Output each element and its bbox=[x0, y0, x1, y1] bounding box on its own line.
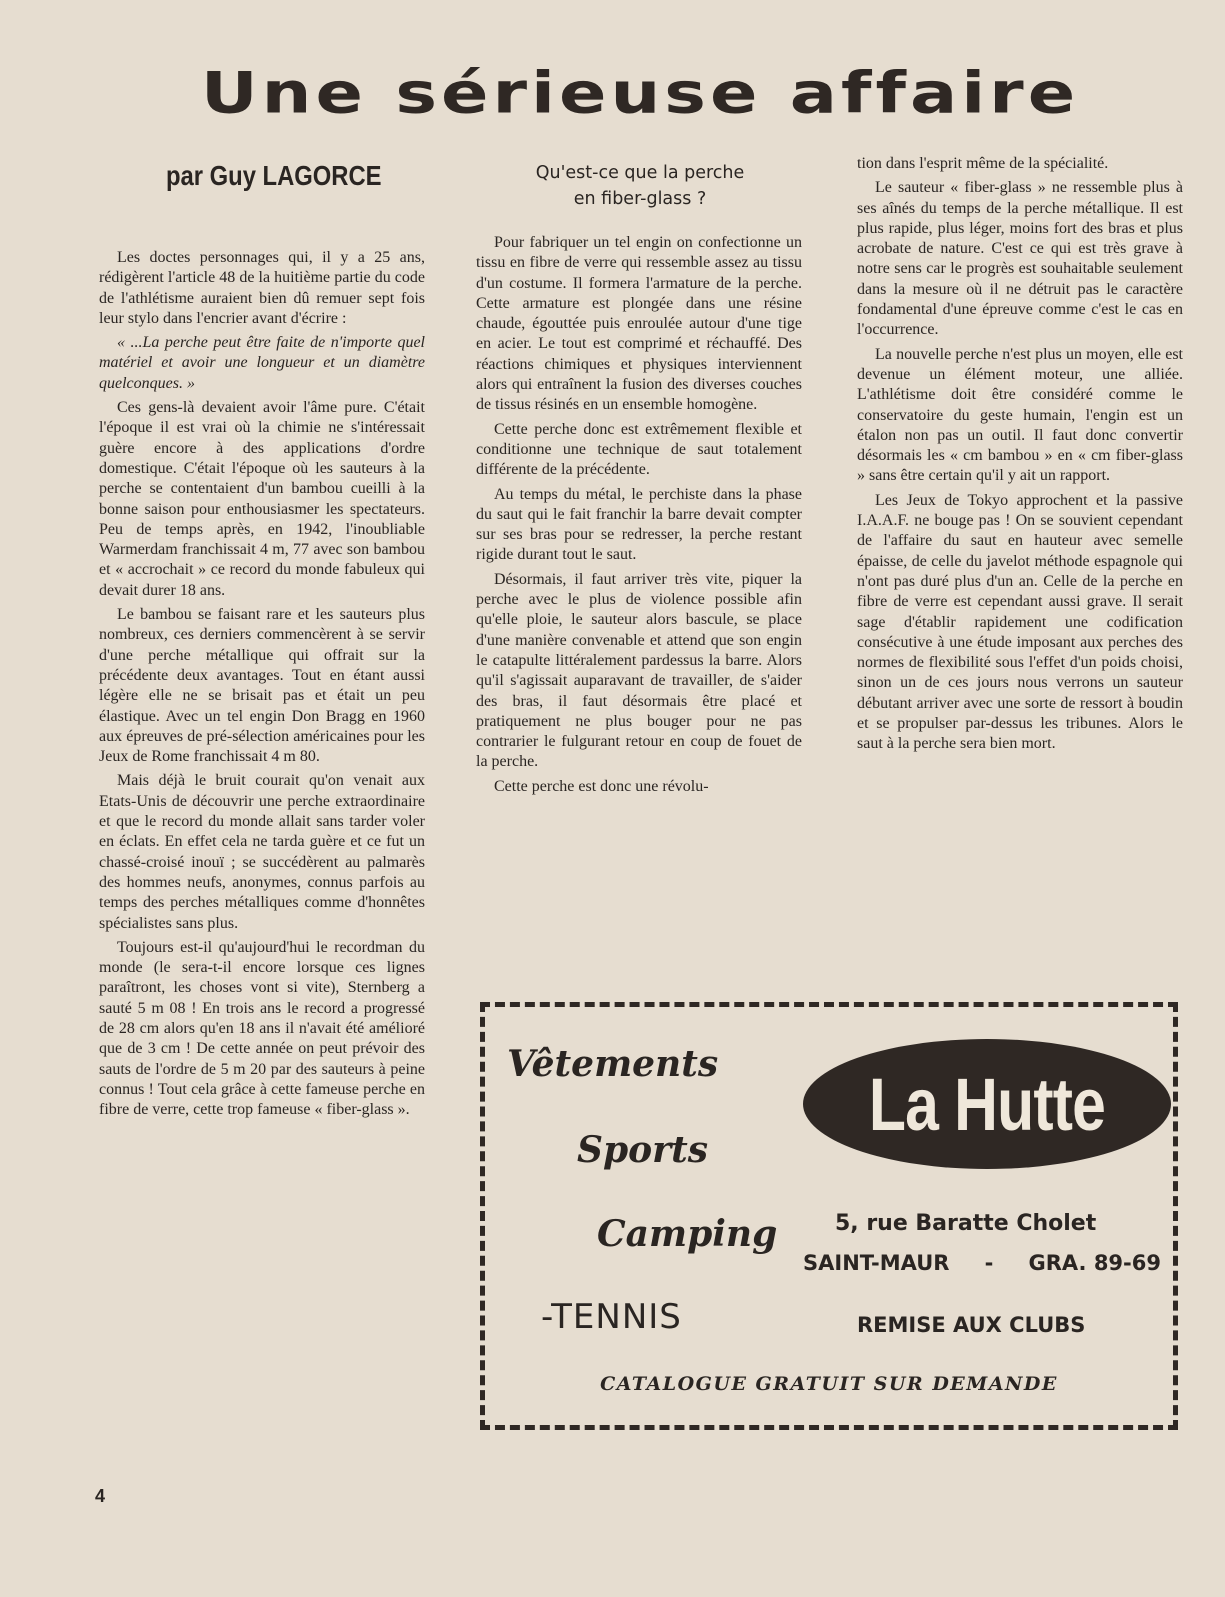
ad-city-line bbox=[803, 1251, 1161, 1275]
paragraph: Désormais, il faut arriver très vite, piquer la perche avec le plus de violence possible afin qu'elle ploie, le sauteur alors bascule, se place d'une manière convenable et attend que son engin le catapulte littéralement pardessus la barre. Alors qu'il s'agissait auparavant de travailler, de s'aider des bras, il faut désormais être placé et pratiquement ne plus bouger pour ne pas contrarier le fulgurant retour en coup de fouet de la perche. bbox=[476, 570, 802, 771]
paragraph: Les doctes personnages qui, il y a 25 ans, rédigèrent l'article 48 de la huitième partie du code de l'athlétisme auraient bien dû remuer sept fois leur stylo dans l'encrier avant d'écrire : bbox=[99, 249, 425, 327]
paragraph: tion dans l'esprit même de la spécialité. bbox=[857, 155, 1109, 172]
paragraph: Mais déjà le bruit courait qu'on venait aux Etats-Unis de découvrir une perche extraordinaire et que le record du monde allait sans tarder voler en éclats. En effet cela ne tarda guère et ce fut un chassé-croisé inouï ; se succédèrent au palmarès des hommes neufs, anonymes, connus parfois au temps des perches métalliques comme d'honnêtes spécialistes sans plus. bbox=[99, 772, 425, 932]
headline: Une sérieuse affaire bbox=[200, 59, 1080, 127]
paragraph: Les Jeux de Tokyo approchent et la passive I.A.A.F. ne bouge pas ! On se souvient cependant de l'affaire du saut en hauteur avec semelle épaisse, de celle du javelot méthode espagnole qui n'ont pas duré plus d'un an. Celle de la perche en fibre de verre est cependant aussi grave. Il serait sage d'établir rapidement une codification consécutive à une étude imposant aux perches des normes de flexibilité sous l'effet d'un poids choisi, sinon un de ces jours nous verrons un sauteur débutant arriver avec une sorte de ressort à boudin et se propulser par-dessus les tribunes. Alors le saut à la perche sera bien mort. bbox=[857, 491, 1183, 753]
ad-separator: - bbox=[984, 1251, 994, 1275]
byline: par Guy LAGORCE bbox=[166, 160, 382, 191]
paragraph: Cette perche est donc une révolu- bbox=[494, 777, 709, 795]
ad-item-camping: Camping bbox=[597, 1213, 778, 1255]
section-subhead bbox=[500, 160, 780, 212]
ad-address: 5, rue Baratte Cholet bbox=[835, 1211, 1097, 1236]
paragraph: Toujours est-il qu'aujourd'hui le recordman du monde (le sera-t-il encore lorsque ces lignes paraîtront, les choses vont si vite), Sternberg a sauté 5 m 08 ! En trois ans le record a progressé de 28 cm alors qu'en 18 ans il n'avait été amélioré que de 3 cm ! De cette année on peut prévoir des sauts de l'ordre de 5 m 20 par des sauteurs à peine connus ! Tout cela grâce à cette fameuse perche en fibre de verre, cette trop fameuse « fiber-glass ». bbox=[99, 938, 425, 1119]
quote-paragraph: « ...La perche peut être faite de n'importe quel matériel et avoir une longueur et un diamètre quelconques. » bbox=[99, 334, 425, 392]
ad-remise: REMISE AUX CLUBS bbox=[857, 1313, 1086, 1337]
column-2 bbox=[476, 233, 802, 801]
advertisement bbox=[480, 1002, 1178, 1430]
brand-name: La Hutte bbox=[868, 1062, 1106, 1146]
column-1 bbox=[99, 248, 425, 1124]
ad-city: SAINT-MAUR bbox=[803, 1251, 950, 1275]
ad-item-sports: Sports bbox=[577, 1129, 709, 1171]
ad-catalogue: CATALOGUE GRATUIT SUR DEMANDE bbox=[600, 1373, 1058, 1395]
paragraph: Le sauteur « fiber-glass » ne ressemble plus à ses aînés du temps de la perche métallique. Il est plus rapide, plus léger, moins fort des bras et plus acrobate de nature. C'est ce qui est très grave à notre sens car le progrès est souhaitable seulement dans la mesure où il ne détruit pas le caractère fondamental d'une épreuve comme c'est le cas en l'occurrence. bbox=[857, 179, 1183, 339]
paragraph: Pour fabriquer un tel engin on confectionne un tissu en fibre de verre qui ressemble assez au tissu d'un costume. Il formera l'armature de la perche. Cette armature est plongée dans une résine chaude, égouttée puis enroulée autour d'une tige en acier. Le tout est comprimé et réchauffé. Des réactions chimiques et physiques interviennent alors qui entraînent la fusion des diverses couches de tissus résinés en un ensemble homogène. bbox=[476, 234, 802, 414]
paragraph: Au temps du métal, le perchiste dans la phase du saut qui le fait franchir la barre devait compter sur ses bras pour se redresser, la perche restant rigide durant tout le saut. bbox=[476, 485, 802, 564]
subhead-line: Qu'est-ce que la perche bbox=[535, 163, 745, 183]
ad-phone: GRA. 89-69 bbox=[1028, 1251, 1161, 1275]
brand-logo bbox=[803, 1039, 1171, 1169]
paragraph: Ces gens-là devaient avoir l'âme pure. C'était l'époque il est vrai où la chimie ne s'intéressait guère encore à des applications d'ordre domestique. C'était l'époque où les sauteurs à la perche se contentaient d'un bambou cueilli à la bonne saison pour enthousiasmer les spectateurs. Peu de temps après, en 1942, l'inoubliable Warmerdam franchissait 4 m, 77 avec son bambou et « accrochait » ce record du monde fabuleux qui devait durer 18 ans. bbox=[99, 399, 425, 599]
column-3 bbox=[857, 154, 1183, 759]
paragraph: Le bambou se faisant rare et les sauteurs plus nombreux, ces derniers commencèrent à se servir d'une perche métallique qui offrait sur la précédente deux avantages. Tout en étant aussi légère elle ne se brisait pas et était un peu élastique. Avec un tel engin Don Bragg en 1960 aux épreuves de pré-sélection américaines pour les Jeux de Rome franchissait 4 m 80. bbox=[99, 606, 425, 766]
ad-item-vetements: Vêtements bbox=[507, 1043, 719, 1085]
paragraph: La nouvelle perche n'est plus un moyen, elle est devenue un élément moteur, une alliée. L'athlétisme doit être considéré comme le conservatoire du geste humain, l'engin est un étalon non pas un outil. Il faut donc convertir désormais les « cm bambou » en « cm fiber-glass » sans être certain qu'il y ait un rapport. bbox=[857, 345, 1183, 485]
page-number: 4 bbox=[95, 1486, 106, 1506]
ad-item-tennis: -TENNIS bbox=[541, 1297, 682, 1337]
paragraph: Cette perche donc est extrêmement flexible et conditionne une technique de saut totalement différente de la précédente. bbox=[476, 420, 802, 479]
subhead-line: en fiber-glass ? bbox=[573, 189, 707, 209]
